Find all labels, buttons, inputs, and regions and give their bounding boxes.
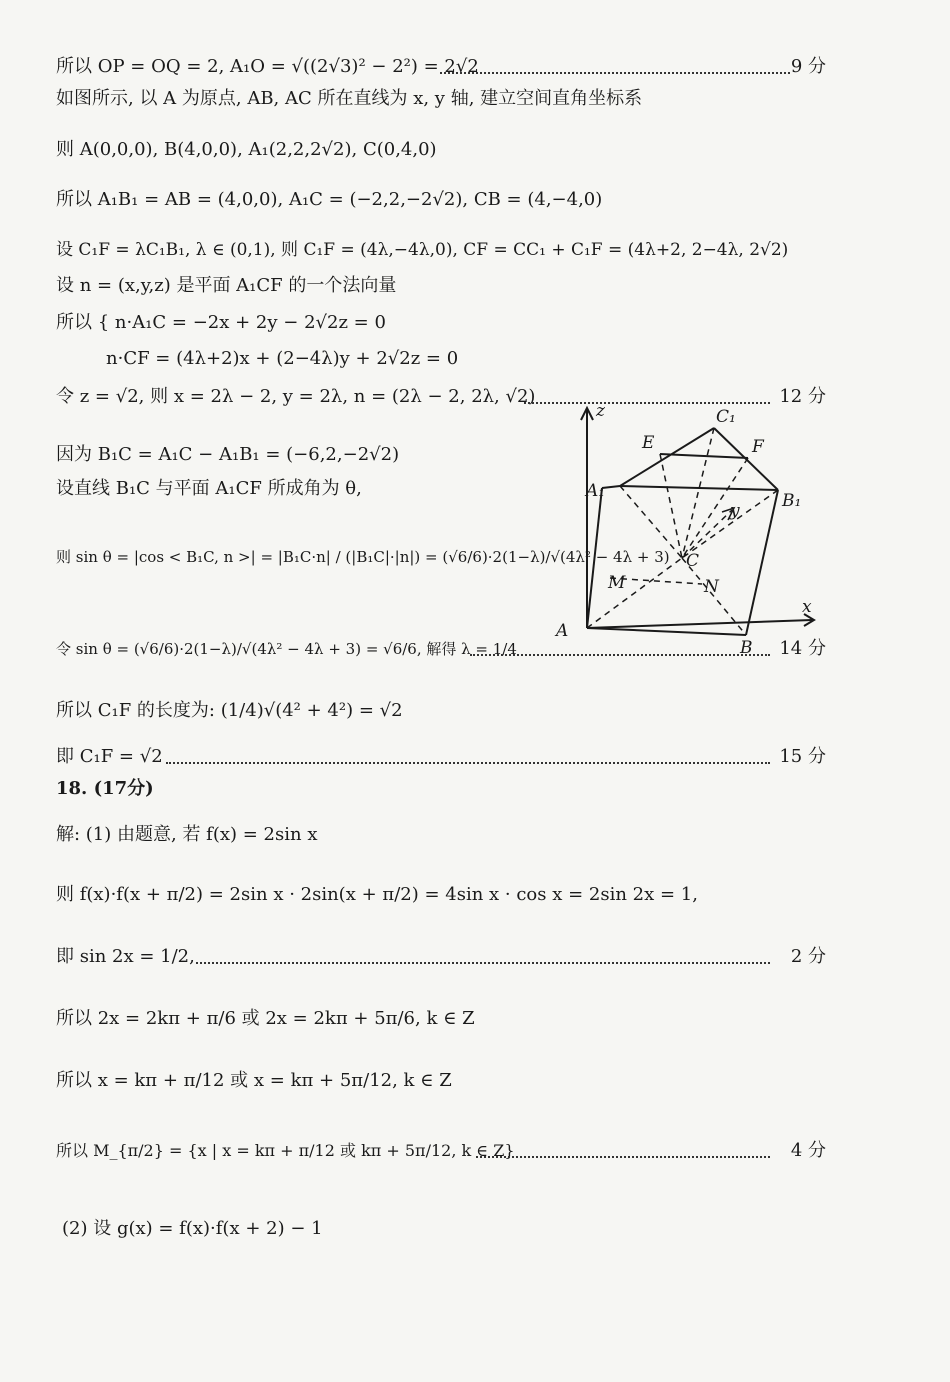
edge-A1C-hidden: [620, 486, 682, 558]
math-line: 设直线 B₁C 与平面 A₁CF 所成角为 θ,: [56, 478, 362, 499]
score-mark: 12 分: [779, 386, 826, 407]
math-line: 如图所示, 以 A 为原点, AB, AC 所在直线为 x, y 轴, 建立空间直角坐标系: [56, 88, 643, 109]
math-line: 设 C₁F = λC₁B₁, λ ∈ (0,1), 则 C₁F = (4λ,−4λ,0), CF = CC₁ + C₁F = (4λ+2, 2−4λ, 2√2): [56, 240, 789, 260]
question-number: 18. (17分): [56, 778, 154, 799]
dot-leader: [476, 1156, 770, 1158]
label-F: F: [752, 437, 764, 457]
edge-C1C-hidden: [682, 428, 714, 558]
x-axis: [587, 620, 812, 628]
score-mark: 2 分: [790, 946, 826, 967]
score-mark: 14 分: [779, 638, 826, 659]
label-y: y: [730, 501, 740, 521]
prism-diagram: [552, 398, 842, 658]
math-line: 即 C₁F = √2: [56, 746, 163, 767]
score-mark: 9 分: [790, 56, 826, 77]
math-line: 所以 A₁B₁ = AB = (4,0,0), A₁C = (−2,2,−2√2), CB = (4,−4,0): [56, 189, 603, 210]
math-line: 所以 OP = OQ = 2, A₁O = √((2√3)² − 2²) = 2√2: [56, 56, 479, 77]
dot-leader: [196, 962, 770, 964]
math-line: 则 sin θ = |cos < B₁C, n >| = |B₁C·n| / (|B₁C|·|n|) = (√6/6)·2(1−λ)/√(4λ² − 4λ + 3): [56, 548, 670, 566]
label-M: M: [608, 573, 626, 593]
math-line: 令 sin θ = (√6/6)·2(1−λ)/√(4λ² − 4λ + 3) = √6/6, 解得 λ = 1/4: [56, 640, 517, 658]
edge-A1C1: [620, 428, 714, 486]
math-line: 所以 C₁F 的长度为: (1/4)√(4² + 4²) = √2: [56, 700, 403, 721]
math-line: 因为 B₁C = A₁C − A₁B₁ = (−6,2,−2√2): [56, 444, 400, 465]
dot-leader: [440, 72, 790, 74]
label-C1: C₁: [716, 407, 736, 427]
edge-EF: [660, 454, 748, 458]
edge-AB: [587, 628, 746, 635]
math-line: 即 sin 2x = 1/2,: [56, 946, 195, 967]
dot-leader: [166, 762, 770, 764]
edge-C1B1: [714, 428, 778, 490]
math-line: 则 f(x)·f(x + π/2) = 2sin x · 2sin(x + π/2) = 4sin x · cos x = 2sin 2x = 1,: [56, 884, 698, 905]
math-line: 所以 M_{π/2} = {x | x = kπ + π/12 或 kπ + 5π/12, k ∈ Z}: [56, 1141, 515, 1160]
label-B: B: [740, 638, 753, 658]
edge-AA1: [587, 488, 602, 628]
label-A: A: [556, 621, 569, 641]
math-line: 令 z = √2, 则 x = 2λ − 2, y = 2λ, n = (2λ − 2, 2λ, √2): [56, 386, 536, 407]
edge-AC-hidden: [587, 558, 682, 628]
label-E: E: [642, 433, 655, 453]
edge-EC-hidden: [660, 454, 682, 558]
math-line: 则 A(0,0,0), B(4,0,0), A₁(2,2,2√2), C(0,4,0): [56, 139, 437, 160]
edge-BB1: [746, 490, 778, 635]
label-C: C: [686, 551, 700, 571]
math-line: 所以 x = kπ + π/12 或 x = kπ + 5π/12, k ∈ Z: [56, 1070, 452, 1091]
math-line: n·CF = (4λ+2)x + (2−4λ)y + 2√2z = 0: [106, 348, 459, 369]
score-mark: 4 分: [790, 1140, 826, 1161]
math-line: 所以 { n·A₁C = −2x + 2y − 2√2z = 0: [56, 312, 386, 333]
label-N: N: [704, 577, 719, 597]
math-line: 所以 2x = 2kπ + π/6 或 2x = 2kπ + 5π/6, k ∈ Z: [56, 1008, 475, 1029]
label-B1: B₁: [782, 491, 802, 511]
score-mark: 15 分: [779, 746, 826, 767]
label-A1: A₁: [586, 481, 606, 501]
math-line: (2) 设 g(x) = f(x)·f(x + 2) − 1: [62, 1218, 323, 1239]
label-z: z: [596, 401, 605, 421]
label-x: x: [802, 597, 812, 617]
math-line: 设 n = (x,y,z) 是平面 A₁CF 的一个法向量: [56, 275, 397, 296]
math-line: 解: (1) 由题意, 若 f(x) = 2sin x: [56, 824, 318, 845]
